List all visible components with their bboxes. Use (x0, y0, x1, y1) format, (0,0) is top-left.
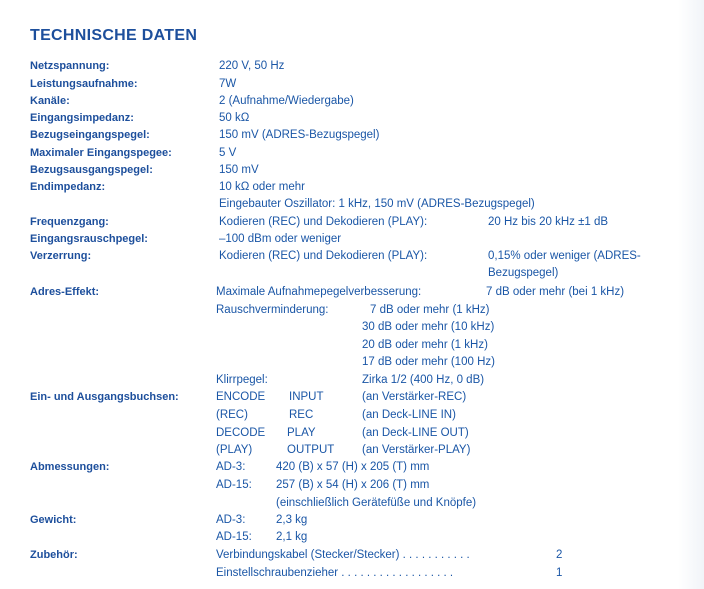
adres-klirr-value: Zirka 1/2 (400 Hz, 0 dB) (362, 374, 485, 386)
buchsen-cell-c: (an Verstärker-REC) (362, 391, 467, 403)
spec-value-bezugsausgangspegel: 150 mV (219, 164, 259, 176)
spec-label-netzspannung: Netzspannung: (30, 60, 110, 72)
spec-label-adres-effekt: Adres-Effekt: (30, 286, 100, 298)
spec-value-kanaele: 2 (Aufnahme/Wiedergabe) (219, 95, 354, 107)
buchsen-cell-b: OUTPUT (287, 444, 335, 456)
spec-value-netzspannung: 220 V, 50 Hz (219, 60, 285, 72)
spec-label-max-eingangspegel: Maximaler Eingangspegee: (30, 147, 172, 159)
spec-value-verzerrung: 0,15% oder weniger (ADRES- (488, 250, 641, 262)
spec-value-verzerrung-cont: Bezugspegel) (488, 267, 559, 279)
spec-label-bezugseingangspegel: Bezugseingangspegel: (30, 129, 150, 141)
gewicht-value: 2,3 kg (276, 514, 308, 526)
page-edge-shade (678, 0, 704, 589)
adres-rausch-label: Rauschverminderung: (216, 304, 329, 316)
spec-label-gewicht: Gewicht: (30, 514, 77, 526)
spec-value-leistungsaufnahme: 7W (219, 78, 237, 90)
spec-value-max-eingangspegel: 5 V (219, 147, 237, 159)
buchsen-cell-b: REC (289, 409, 314, 421)
spec-label-frequenzgang: Frequenzgang: (30, 216, 109, 228)
adres-aufnahme-label: Maximale Aufnahmepegelverbesserung: (216, 286, 422, 298)
spec-mode-frequenzgang: Kodieren (REC) und Dekodieren (PLAY): (219, 216, 428, 228)
spec-label-eingangsimpedanz: Eingangsimpedanz: (30, 112, 134, 124)
spec-label-eingangsrauschpegel: Eingangsrauschpegel: (30, 233, 148, 245)
zubehoer-item-name: Verbindungskabel (Stecker/Stecker) . . . . . . . . . . . (216, 549, 470, 561)
spec-value-eingangsrauschpegel: –100 dBm oder weniger (219, 233, 342, 245)
spec-label-leistungsaufnahme: Leistungsaufnahme: (30, 78, 138, 90)
abmessungen-model: AD-15: (216, 479, 252, 491)
spec-label-endimpedanz: Endimpedanz: (30, 181, 106, 193)
spec-label-zubehoer: Zubehör: (30, 549, 78, 561)
spec-value-eingangsimpedanz: 50 kΩ (219, 112, 250, 124)
adres-rausch-value: 20 dB oder mehr (1 kHz) (362, 339, 488, 351)
spec-value-oszillator: Eingebauter Oszillator: 1 kHz, 150 mV (ADRES-Bezugspegel) (219, 198, 535, 210)
buchsen-cell-b: PLAY (287, 427, 316, 439)
buchsen-cell-c: (an Deck-LINE OUT) (362, 427, 469, 439)
spec-value-frequenzgang: 20 Hz bis 20 kHz ±1 dB (488, 216, 609, 228)
abmessungen-value: 257 (B) x 54 (H) x 206 (T) mm (276, 479, 430, 491)
adres-klirr-label: Klirrpegel: (216, 374, 268, 386)
buchsen-cell-a: (PLAY) (216, 444, 253, 456)
page-title: TECHNISCHE DATEN (30, 27, 198, 44)
spec-label-verzerrung: Verzerrung: (30, 250, 92, 262)
spec-label-abmessungen: Abmessungen: (30, 461, 110, 473)
gewicht-model: AD-15: (216, 531, 252, 543)
buchsen-cell-a: (REC) (216, 409, 248, 421)
spec-value-endimpedanz: 10 kΩ oder mehr (219, 181, 305, 193)
buchsen-cell-c: (an Verstärker-PLAY) (362, 444, 471, 456)
buchsen-cell-a: ENCODE (216, 391, 266, 403)
adres-rausch-value: 30 dB oder mehr (10 kHz) (362, 321, 495, 333)
adres-rausch-value: 17 dB oder mehr (100 Hz) (362, 356, 495, 368)
adres-rausch-value: 7 dB oder mehr (1 kHz) (370, 304, 490, 316)
zubehoer-item-qty: 1 (556, 567, 563, 579)
adres-aufnahme-value: 7 dB oder mehr (bei 1 kHz) (486, 286, 625, 298)
zubehoer-item-qty: 2 (556, 549, 563, 561)
spec-label-buchsen: Ein- und Ausgangsbuchsen: (30, 391, 179, 403)
buchsen-cell-b: INPUT (289, 391, 324, 403)
buchsen-cell-a: DECODE (216, 427, 266, 439)
spec-label-kanaele: Kanäle: (30, 95, 70, 107)
spec-mode-verzerrung: Kodieren (REC) und Dekodieren (PLAY): (219, 250, 428, 262)
zubehoer-item-name: Einstellschraubenzieher . . . . . . . . . . . . . . . . . . (216, 567, 454, 579)
buchsen-cell-c: (an Deck-LINE IN) (362, 409, 456, 421)
gewicht-value: 2,1 kg (276, 531, 308, 543)
gewicht-model: AD-3: (216, 514, 246, 526)
abmessungen-model: AD-3: (216, 461, 246, 473)
abmessungen-note: (einschließlich Gerätefüße und Knöpfe) (276, 497, 477, 509)
spec-label-bezugsausgangspegel: Bezugsausgangspegel: (30, 164, 153, 176)
spec-value-bezugseingangspegel: 150 mV (ADRES-Bezugspegel) (219, 129, 380, 141)
abmessungen-value: 420 (B) x 57 (H) x 205 (T) mm (276, 461, 430, 473)
